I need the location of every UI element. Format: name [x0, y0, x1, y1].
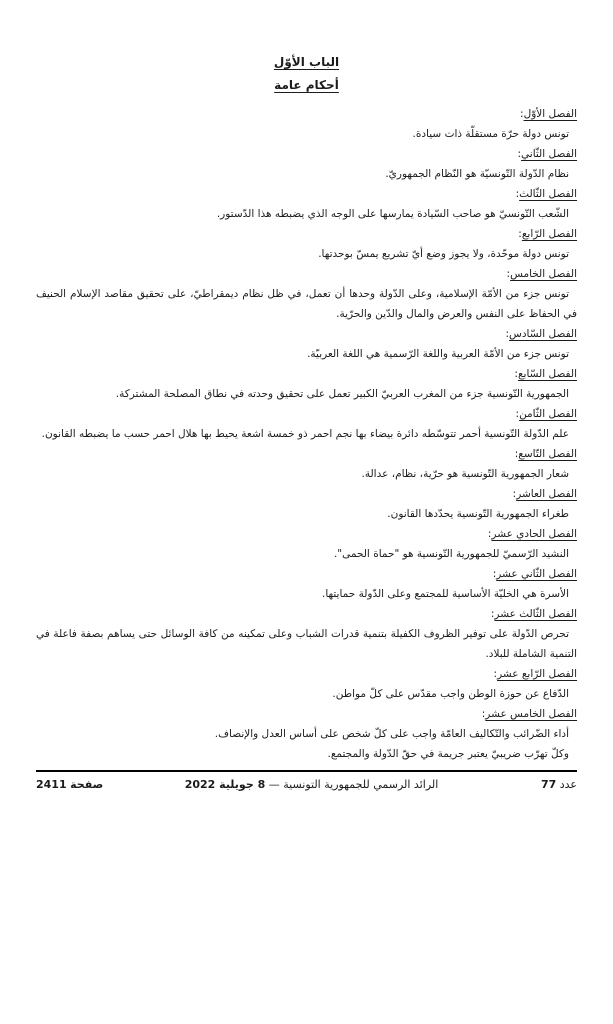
article-heading-label: الفصل الثّامن [519, 408, 577, 420]
article-heading [36, 444, 577, 464]
article-heading-label: الفصل الثّاني [521, 148, 577, 160]
footer-issue-label: عدد [559, 778, 577, 791]
article-2 [36, 144, 577, 184]
article-heading-label: الفصل الثّالث عشر [494, 608, 577, 620]
footer-journal-name: الرائد الرسمي للجمهورية التونسية [283, 778, 439, 791]
article-1 [36, 104, 577, 144]
article-heading [36, 104, 577, 124]
article-paragraph: الشّعب التّونسيّ هو صاحب السّيادة يمارسها على الوجه الذي يضبطه هذا الدّستور. [216, 208, 569, 220]
article-paragraph: أداء الضّرائب والتّكاليف العامّة واجب على كلّ شخص على أساس العدل والإنصاف. [214, 728, 569, 740]
article-heading [36, 144, 577, 164]
article-12 [36, 564, 577, 604]
article-paragraph: وكلّ تهرّب ضريبيّ يعتبر جريمة في حقّ الدّولة والمجتمع. [327, 748, 569, 760]
article-heading-colon: : [514, 368, 518, 380]
article-15 [36, 704, 577, 764]
article-heading-colon: : [517, 148, 522, 160]
article-heading [36, 364, 577, 384]
article-heading-label: الفصل الأوّل [523, 108, 577, 120]
footer-page-label: صفحة [70, 778, 104, 791]
footer-row [36, 777, 577, 793]
article-11 [36, 524, 577, 564]
article-heading-label: الفصل الرّابع عشر [497, 668, 577, 680]
article-heading [36, 184, 577, 204]
article-heading-colon: : [514, 448, 519, 460]
document-header [36, 50, 577, 96]
article-heading [36, 264, 577, 284]
article-paragraph: تونس جزء من الأمّة الإسلامية، وعلى الدّولة وحدها أن تعمل، في ظل نظام ديمقراطيّ، على تحقيق مقاصد الإسلام الحنيف في الحفاظ على النفس والعرض والمال والدّين والحرّية. [36, 288, 577, 320]
article-paragraph: الدّفاع عن حوزة الوطن واجب مقدّس على كلّ مواطن. [332, 688, 569, 700]
article-13 [36, 604, 577, 664]
article-heading-colon: : [512, 488, 517, 500]
article-9 [36, 444, 577, 484]
article-heading-colon: : [506, 268, 511, 280]
article-heading-colon: : [505, 328, 509, 340]
article-paragraph: تونس جزء من الأمّة العربية واللغة الرّسمية هي اللغة العربيّة. [307, 348, 569, 360]
article-heading-colon: : [518, 228, 522, 240]
article-heading-colon: : [515, 188, 520, 200]
article-heading-colon: : [493, 668, 498, 680]
article-paragraph: تحرص الدّولة على توفير الظروف الكفيلة بتنمية قدرات الشباب وعلى تمكينه من كافة الوسائل حتى يساهم بصفة فاعلة في التنمية الشاملة للبلاد. [36, 628, 577, 660]
article-heading-label: الفصل الثّالث [519, 188, 577, 200]
article-heading [36, 404, 577, 424]
chapter-title: الباب الأوّل [273, 55, 340, 69]
article-paragraph: علم الدّولة التّونسية أحمر تتوسّطه دائرة بيضاء بها نجم احمر ذو خمسة اشعة يحيط بها هلال احمر حسب ما يضبطه القانون. [41, 428, 569, 440]
article-paragraph: الأسرة هي الخليّة الأساسية للمجتمع وعلى الدّولة حمايتها. [322, 588, 569, 600]
article-heading [36, 564, 577, 584]
footer-page [36, 777, 116, 793]
footer-issue-number: 77 [540, 778, 557, 791]
article-8 [36, 404, 577, 444]
article-heading [36, 704, 577, 724]
article-heading-label: الفصل الحادي عشر [491, 528, 577, 540]
article-5 [36, 264, 577, 324]
article-heading-label: الفصل الرّابع [521, 228, 577, 240]
article-paragraph: تونس دولة موحّدة، ولا يجوز وضع أيّ تشريع يمسّ بوحدتها. [318, 248, 569, 260]
article-7 [36, 364, 577, 404]
article-heading [36, 224, 577, 244]
article-10 [36, 484, 577, 524]
footer-page-number: 2411 [36, 778, 67, 791]
article-heading-colon: : [487, 528, 492, 540]
article-paragraph: الجمهورية التّونسية جزء من المغرب العربيّ الكبير تعمل على تحقيق وحدته في نطاق المصلحة المشتركة. [115, 388, 569, 400]
footer-issue [507, 777, 577, 793]
chapter-subtitle: أحكام عامة [274, 78, 339, 92]
article-heading [36, 664, 577, 684]
article-heading-colon: : [520, 108, 524, 120]
footer-date: 8 جويلية 2022 [184, 778, 266, 791]
document-content [36, 50, 577, 764]
article-heading-label: الفصل العاشر [516, 488, 577, 500]
article-paragraph: النشيد الرّسميّ للجمهورية التّونسية هو "حماة الحمى". [333, 548, 569, 560]
article-heading-colon: : [490, 608, 495, 620]
article-heading-colon: : [481, 708, 486, 720]
article-heading-label: الفصل الخامس عشر [485, 708, 577, 720]
article-3 [36, 184, 577, 224]
article-paragraph: تونس دولة حرّة مستقلّة ذات سيادة. [412, 128, 569, 140]
article-heading [36, 604, 577, 624]
article-heading-label: الفصل الثّاني عشر [496, 568, 577, 580]
article-paragraph: طغراء الجمهورية التّونسية يحدّدها القانون. [387, 508, 569, 520]
article-14 [36, 664, 577, 704]
article-heading-label: الفصل التّاسع [518, 448, 577, 460]
article-4 [36, 224, 577, 264]
article-heading [36, 524, 577, 544]
article-6 [36, 324, 577, 364]
article-heading-label: الفصل السّابع [517, 368, 577, 380]
article-heading-colon: : [515, 408, 520, 420]
article-heading-label: الفصل الخامس [510, 268, 577, 280]
article-heading-label: الفصل السّادس [509, 328, 577, 340]
article-paragraph: نظام الدّولة التّونسيّة هو النّظام الجمهوريّ. [385, 168, 569, 180]
article-paragraph: شعار الجمهورية التّونسية هو حرّية، نظام، عدالة. [361, 468, 569, 480]
article-heading [36, 324, 577, 344]
articles-list [36, 104, 577, 764]
page-footer [36, 770, 577, 793]
footer-journal-title [116, 777, 507, 793]
footer-separator: — [268, 778, 280, 791]
article-heading-colon: : [492, 568, 497, 580]
article-heading [36, 484, 577, 504]
